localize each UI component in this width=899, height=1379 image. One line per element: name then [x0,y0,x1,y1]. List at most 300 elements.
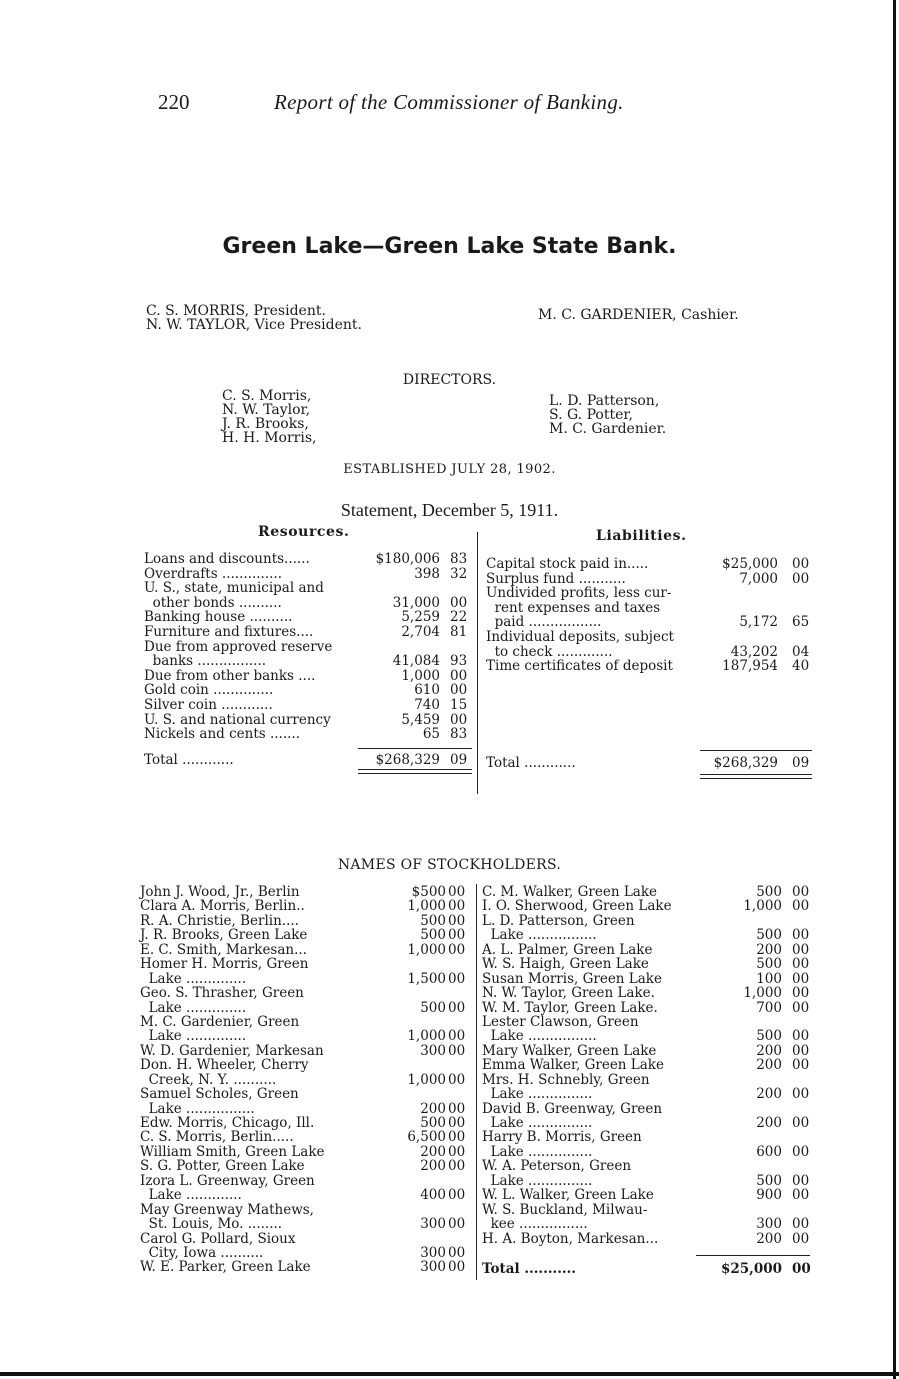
row-label: U. S., state, municipal and [144,580,324,597]
row-amount: $25,000 [722,556,778,572]
row-cents: 00 [792,570,810,587]
row-label: Lake ............... [482,1115,593,1131]
row-amount: 300 [420,1216,446,1233]
row-label: paid ................. [486,614,602,631]
row-label: Furniture and fixtures.... [144,623,314,640]
row-label: kee ................ [482,1216,588,1233]
table-row [140,986,470,1000]
table-row [140,1087,470,1101]
row-cents: 15 [450,696,468,713]
row-cents: 00 [448,1216,466,1233]
row-label: Susan Morris, Green Lake [482,970,662,987]
statement-title: Statement, December 5, 1911. [340,500,559,520]
table-row [140,1015,470,1029]
row-label: Lake ............... [482,1172,593,1189]
row-label: J. R. Brooks, Green Lake [140,927,308,944]
row-label: M. C. Gardenier, Green [140,1013,300,1030]
rule [696,1255,810,1256]
row-label: C. M. Walker, Green Lake [482,884,658,900]
table-row [482,1044,812,1058]
row-amount: 500 [756,956,782,973]
table-row [140,957,470,971]
row-label: Clara A. Morris, Berlin.. [140,898,305,915]
table-row [486,586,814,601]
row-cents: 83 [450,551,468,567]
table-row [144,727,474,742]
row-cents: 00 [792,1086,810,1103]
table-row [140,1159,470,1173]
director-name: N. W. Taylor, [222,402,311,418]
row-amount: 740 [414,696,440,713]
row-cents: 00 [792,985,810,1002]
liabilities-table [486,557,814,674]
bank-title: Green Lake—Green Lake State Bank. [222,234,677,259]
row-cents: 00 [448,927,466,944]
row-label: W. A. Peterson, Green [482,1158,632,1175]
row-amount: 1,000 [743,985,782,1002]
table-row [144,683,474,698]
table-row [140,1246,470,1260]
row-label: N. W. Taylor, Green Lake. [482,985,655,1002]
table-row [140,885,470,899]
table-row [144,698,474,713]
resources-table [144,552,474,742]
row-label: W. E. Parker, Green Lake [140,1259,311,1276]
row-label: S. G. Potter, Green Lake [140,1158,305,1175]
row-amount: $500 [411,884,446,900]
row-cents: 00 [448,1071,466,1088]
liabilities-total [486,756,814,771]
table-row [140,928,470,942]
row-cents: 00 [448,1115,466,1131]
row-amount: 400 [420,1187,446,1204]
table-row [144,610,474,625]
row-cents: 00 [792,884,810,900]
table-row [482,1102,812,1116]
row-cents: 00 [792,941,810,958]
statement-divider [477,532,478,794]
row-label: to check ............. [486,643,613,660]
director-name: J. R. Brooks, [222,416,309,432]
row-amount: 200 [756,1086,782,1103]
row-label: Geo. S. Thrasher, Green [140,985,304,1002]
table-row [486,572,814,587]
established-date: ESTABLISHED JULY 28, 1902. [343,462,556,477]
row-cents: 00 [792,1057,810,1074]
row-cents: 00 [792,1028,810,1045]
row-label: Individual deposits, subject [486,628,674,645]
row-label: L. D. Patterson, Green [482,912,635,929]
row-label: Creek, N. Y. .......... [140,1071,277,1088]
row-amount: 610 [414,682,440,699]
table-row [140,1260,470,1274]
row-amount: 41,084 [392,653,440,670]
row-amount: 1,000 [407,1071,446,1088]
row-amount: 200 [756,1230,782,1247]
row-amount: 500 [756,927,782,944]
row-cents: 22 [450,609,468,626]
table-row [482,914,812,928]
table-row [140,1073,470,1087]
row-amount: 65 [422,726,440,743]
table-row [486,659,814,674]
row-label: W. L. Walker, Green Lake [482,1187,654,1204]
row-label: Lake ............. [140,1187,242,1204]
table-row [482,1073,812,1087]
row-label: W. S. Buckland, Milwau- [482,1201,648,1218]
table-row [482,1217,812,1231]
row-label: Homer H. Morris, Green [140,956,309,973]
table-row [482,1232,812,1246]
row-cents: 00 [792,999,810,1016]
table-row [140,1102,470,1116]
row-label: Edw. Morris, Chicago, Ill. [140,1115,315,1131]
row-label: W. D. Gardenier, Markesan [140,1042,324,1059]
table-row [140,972,470,986]
table-row [482,1087,812,1101]
row-cents: 00 [448,884,466,900]
row-label: Harry B. Morris, Green [482,1129,642,1146]
row-label: I. O. Sherwood, Green Lake [482,898,672,915]
row-cents: 00 [448,1100,466,1117]
table-row [144,654,474,669]
table-row [486,557,814,572]
row-cents: 00 [448,999,466,1016]
row-amount: 5,459 [401,711,440,728]
row-cents: 00 [448,912,466,929]
row-label: Carol G. Pollard, Sioux [140,1230,296,1247]
row-cents: 81 [450,623,468,640]
table-row [482,1116,812,1130]
row-label: Nickels and cents ....... [144,726,301,743]
row-cents: 00 [450,667,468,684]
rule [358,773,472,774]
table-row [144,552,474,567]
row-cents: 00 [448,1259,466,1276]
row-label: Banking house .......... [144,609,293,626]
table-row [140,1029,470,1043]
row-label: other bonds .......... [144,594,282,611]
row-label: Total ........... [482,1261,577,1277]
row-amount: 200 [756,1042,782,1059]
row-cents: 00 [450,682,468,699]
table-row [482,899,812,913]
row-label: Total ............ [144,752,234,768]
table-row [140,1130,470,1144]
row-cents: 00 [792,1143,810,1160]
row-cents: 00 [448,1158,466,1175]
table-row [486,645,814,660]
row-label: Lake .............. [140,1028,247,1045]
row-label: Lake ................ [482,1028,597,1045]
row-amount: 200 [420,1158,446,1175]
row-label: Lake ................ [482,927,597,944]
row-cents: 93 [450,653,468,670]
table-row [482,972,812,986]
row-label: C. S. Morris, Berlin..... [140,1129,294,1146]
table-row [482,1159,812,1173]
row-label: Silver coin ............ [144,696,273,713]
row-amount: 1,000 [407,941,446,958]
rule [358,748,472,749]
row-amount: 1,000 [407,1028,446,1045]
row-amount: 5,259 [401,609,440,626]
row-cents: 00 [448,898,466,915]
row-amount: 2,704 [401,623,440,640]
rule [358,769,472,770]
table-row [140,1145,470,1159]
row-amount: 187,954 [722,658,778,675]
row-amount: 200 [420,1143,446,1160]
row-label: Time certificates of deposit [486,658,673,675]
table-row [486,756,814,771]
row-cents: 00 [792,1230,810,1247]
director-name: L. D. Patterson, [549,393,660,409]
row-cents: 09 [450,752,468,768]
row-cents: 00 [448,1244,466,1261]
table-row [140,1001,470,1015]
row-label: John J. Wood, Jr., Berlin [140,884,300,900]
row-cents: 00 [448,941,466,958]
row-label: Lake ............... [482,1143,593,1160]
row-label: rent expenses and taxes [486,599,661,616]
row-amount: 200 [756,941,782,958]
table-row [482,1174,812,1188]
resources-total [144,753,474,768]
row-label: Due from approved reserve [144,638,333,655]
table-row [144,567,474,582]
row-cents: 32 [450,565,468,582]
table-row [140,1217,470,1231]
row-amount: 5,172 [739,614,778,631]
stockholders-left [140,885,470,1275]
officer-president: C. S. MORRIS, President. [146,303,326,319]
row-amount: 200 [756,1057,782,1074]
row-label: W. M. Taylor, Green Lake. [482,999,658,1016]
table-row [140,1058,470,1072]
page-edge [893,0,896,1379]
row-label: Overdrafts .............. [144,565,282,582]
table-row [140,1232,470,1246]
table-row [144,625,474,640]
row-cents: 00 [450,594,468,611]
row-label: Lake .............. [140,999,247,1016]
row-cents: 00 [792,927,810,944]
running-title: Report of the Commissioner of Banking. [274,90,624,114]
rule [700,750,812,751]
row-amount: 600 [756,1143,782,1160]
row-label: H. A. Boyton, Markesan... [482,1230,659,1247]
row-cents: 09 [792,755,810,771]
rule [700,778,812,779]
row-amount: 1,000 [407,898,446,915]
table-row [140,1116,470,1130]
director-name: H. H. Morris, [222,430,317,446]
table-row [140,1044,470,1058]
row-label: St. Louis, Mo. ........ [140,1216,283,1233]
row-amount: 300 [420,1244,446,1261]
stockholders-total [482,1262,812,1277]
table-row [140,1203,470,1217]
table-row [482,1130,812,1144]
row-amount: 500 [756,1172,782,1189]
row-label: Lake ............... [482,1086,593,1103]
row-label: Undivided profits, less cur- [486,585,672,602]
row-cents: 00 [792,1115,810,1131]
director-name: M. C. Gardenier. [549,421,667,437]
row-amount: 900 [756,1187,782,1204]
directors-heading: DIRECTORS. [402,372,497,388]
row-label: Mary Walker, Green Lake [482,1042,657,1059]
row-label: William Smith, Green Lake [140,1143,325,1160]
table-row [144,713,474,728]
row-cents: 00 [448,1143,466,1160]
table-row [144,753,474,768]
table-row [482,1203,812,1217]
row-label: Capital stock paid in..... [486,556,649,572]
director-name: S. G. Potter, [549,407,633,423]
row-label: Izora L. Greenway, Green [140,1172,315,1189]
row-amount: 200 [420,1100,446,1117]
rule [700,774,812,775]
row-amount: 300 [420,1259,446,1276]
table-row [140,1188,470,1202]
page-number: 220 [158,90,190,114]
row-cents: 00 [792,556,810,572]
row-cents: 00 [792,1216,810,1233]
row-cents: 00 [792,1042,810,1059]
stockholders-divider [476,884,477,1280]
row-amount: $268,329 [713,755,778,771]
table-row [482,928,812,942]
stockholders-right [482,885,812,1246]
table-row [140,1174,470,1188]
row-cents: 00 [792,1172,810,1189]
row-label: May Greenway Mathews, [140,1201,314,1218]
row-cents: 00 [792,956,810,973]
row-amount: 500 [756,884,782,900]
table-row [482,1145,812,1159]
row-amount: 1,500 [407,970,446,987]
officer-cashier: M. C. GARDENIER, Cashier. [538,307,739,323]
liabilities-heading: Liabilities. [596,528,687,544]
table-row [140,943,470,957]
row-amount: $268,329 [375,752,440,768]
row-cents: 83 [450,726,468,743]
row-amount: 100 [756,970,782,987]
row-label: U. S. and national currency [144,711,331,728]
row-cents: 00 [792,898,810,915]
table-row [482,1188,812,1202]
row-cents: 00 [448,1129,466,1146]
table-row [482,1015,812,1029]
table-row [144,669,474,684]
row-cents: 00 [792,1187,810,1204]
resources-heading: Resources. [258,524,350,540]
row-label: Due from other banks .... [144,667,316,684]
row-amount: $25,000 [720,1261,782,1277]
table-row [486,630,814,645]
row-label: Loans and discounts...... [144,551,310,567]
row-cents: 00 [448,1028,466,1045]
row-amount: 6,500 [407,1129,446,1146]
row-cents: 00 [448,1042,466,1059]
row-cents: 65 [792,614,810,631]
row-label: Don. H. Wheeler, Cherry [140,1057,309,1074]
table-row [482,1058,812,1072]
row-amount: $180,006 [375,551,440,567]
row-amount: 300 [420,1042,446,1059]
row-cents: 00 [450,711,468,728]
row-amount: 200 [756,1115,782,1131]
directors-right [549,394,666,436]
table-row [486,601,814,616]
table-row [482,986,812,1000]
row-cents: 00 [448,970,466,987]
row-amount: 500 [420,912,446,929]
row-label: R. A. Christie, Berlin.... [140,912,299,929]
table-row [482,957,812,971]
row-amount: 31,000 [392,594,440,611]
table-row [140,914,470,928]
row-amount: 500 [420,999,446,1016]
row-label: Lake .............. [140,970,247,987]
row-amount: 500 [756,1028,782,1045]
row-cents: 00 [792,970,810,987]
row-amount: 1,000 [743,898,782,915]
table-row [482,1262,812,1277]
row-label: David B. Greenway, Green [482,1100,663,1117]
row-label: Gold coin .............. [144,682,274,699]
row-cents: 40 [792,658,810,675]
table-row [144,596,474,611]
table-row [486,615,814,630]
director-name: C. S. Morris, [222,388,312,404]
row-label: W. S. Haigh, Green Lake [482,956,649,973]
table-row [482,1029,812,1043]
row-label: City, Iowa .......... [140,1244,264,1261]
row-label: Lester Clawson, Green [482,1013,639,1030]
row-amount: 500 [420,1115,446,1131]
officer-vice-president: N. W. TAYLOR, Vice President. [146,317,362,333]
table-row [482,1001,812,1015]
table-row [144,581,474,596]
row-amount: 700 [756,999,782,1016]
row-label: Total ............ [486,755,576,771]
directors-left [222,389,316,445]
row-label: Surplus fund ........... [486,570,626,587]
page-edge [0,1372,899,1376]
table-row [140,899,470,913]
row-amount: 500 [420,927,446,944]
row-cents: 04 [792,643,810,660]
row-label: banks ................ [144,653,267,670]
table-row [482,943,812,957]
row-label: A. L. Palmer, Green Lake [482,941,653,958]
row-amount: 398 [414,565,440,582]
stockholders-heading: NAMES OF STOCKHOLDERS. [337,857,562,873]
row-amount: 7,000 [739,570,778,587]
table-row [144,640,474,655]
row-cents: 00 [448,1187,466,1204]
row-cents: 00 [792,1261,811,1277]
row-label: Emma Walker, Green Lake [482,1057,664,1074]
row-label: Mrs. H. Schnebly, Green [482,1071,650,1088]
row-label: Samuel Scholes, Green [140,1086,299,1103]
row-amount: 1,000 [401,667,440,684]
table-row [482,885,812,899]
row-label: E. C. Smith, Markesan... [140,941,307,958]
